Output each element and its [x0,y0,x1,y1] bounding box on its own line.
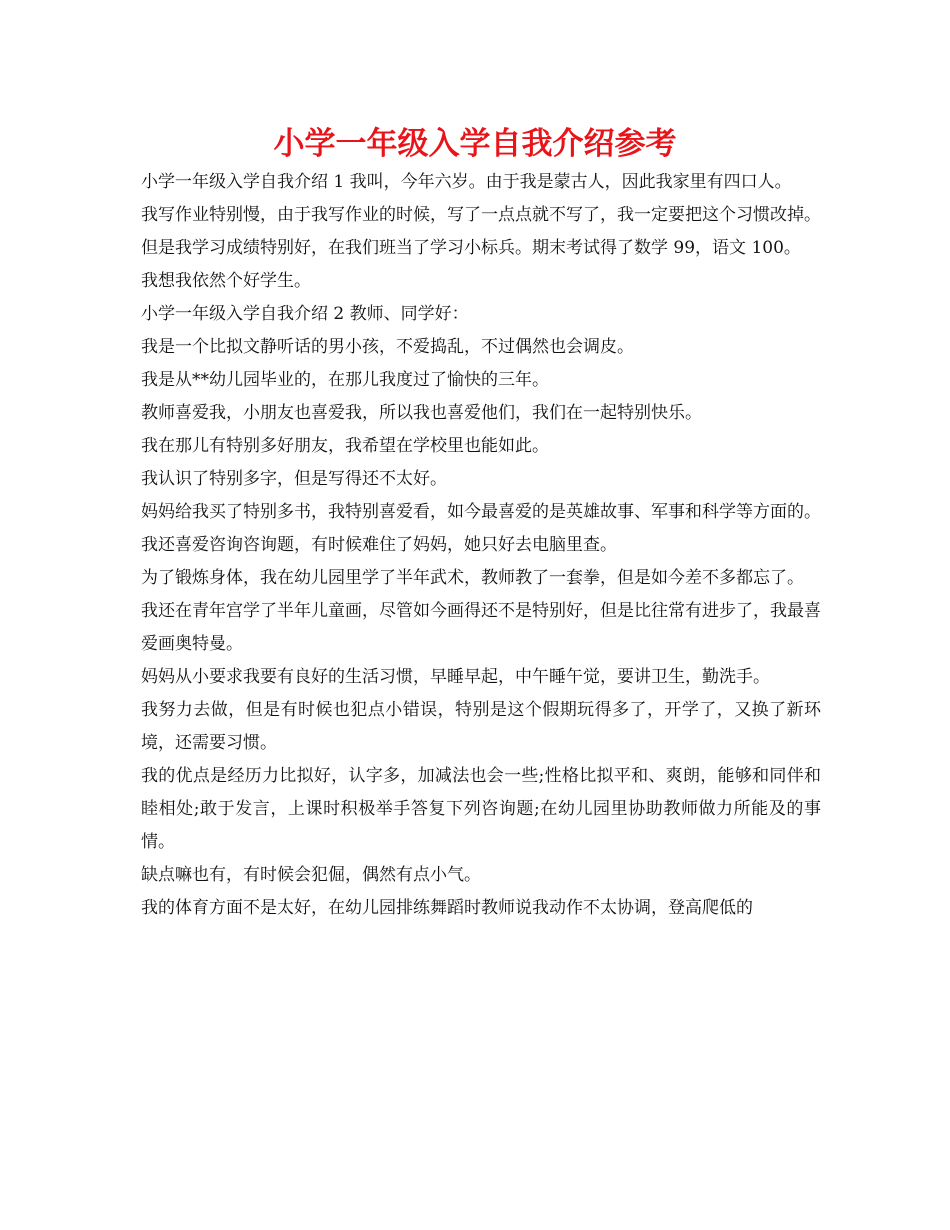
paragraph: 我想我依然个好学生。 [141,271,311,291]
paragraph: 我是从**幼儿园毕业的，在那儿我度过了愉快的三年。 [141,370,549,390]
paragraph: 我在那儿有特别多好朋友，我希望在学校里也能如此。 [141,436,549,456]
paragraph: 我写作业特别慢，由于我写作业的时候，写了一点点就不写了，我一定要把这个习惯改掉。但是我学习成绩特别好，在我们班当了学习小标兵。期末考试得了数学 99，语文 100。 [141,205,821,258]
document-title: 小学一年级入学自我介绍参考 [273,126,677,162]
paragraph: 小学一年级入学自我介绍 2 教师、同学好： [141,304,469,324]
paragraph: 我还在青年宫学了半年儿童画，尽管如今画得还不是特别好，但是比往常有进步了，我最喜爱画奥特曼。 [141,601,821,654]
paragraph: 我的体育方面不是太好，在幼儿园排练舞蹈时教师说我动作不太协调，登高爬低的 [141,898,753,918]
paragraph: 我努力去做，但是有时候也犯点小错误，特别是这个假期玩得多了，开学了，又换了新环境，还需要习惯。 [141,700,821,753]
paragraph: 小学一年级入学自我介绍 1 我叫，今年六岁。由于我是蒙古人，因此我家里有四口人。 [141,172,792,192]
paragraph: 缺点嘛也有，有时候会犯倔，偶然有点小气。 [141,865,481,885]
paragraph: 我还喜爱咨询咨询题，有时候难住了妈妈，她只好去电脑里查。 [141,535,617,555]
paragraph: 妈妈从小要求我要有良好的生活习惯，早睡早起，中午睡午觉，要讲卫生，勤洗手。 [141,667,770,687]
paragraph: 妈妈给我买了特别多书，我特别喜爱看，如今最喜爱的是英雄故事、军事和科学等方面的。 [141,502,821,522]
paragraph: 为了锻炼身体，我在幼儿园里学了半年武术，教师教了一套拳，但是如今差不多都忘了。 [141,568,804,588]
paragraph: 我的优点是经历力比拟好，认字多，加减法也会一些;性格比拟平和、爽朗，能够和同伴和睦相处;敢于发言，上课时积极举手答复下列咨询题;在幼儿园里协助教师做力所能及的事情。 [141,766,821,852]
paragraph: 我是一个比拟文静听话的男小孩，不爱捣乱，不过偶然也会调皮。 [141,337,634,357]
paragraph: 我认识了特别多字，但是写得还不太好。 [141,469,447,489]
paragraph: 教师喜爱我，小朋友也喜爱我，所以我也喜爱他们，我们在一起特别快乐。 [141,403,702,423]
document-body [141,166,821,925]
